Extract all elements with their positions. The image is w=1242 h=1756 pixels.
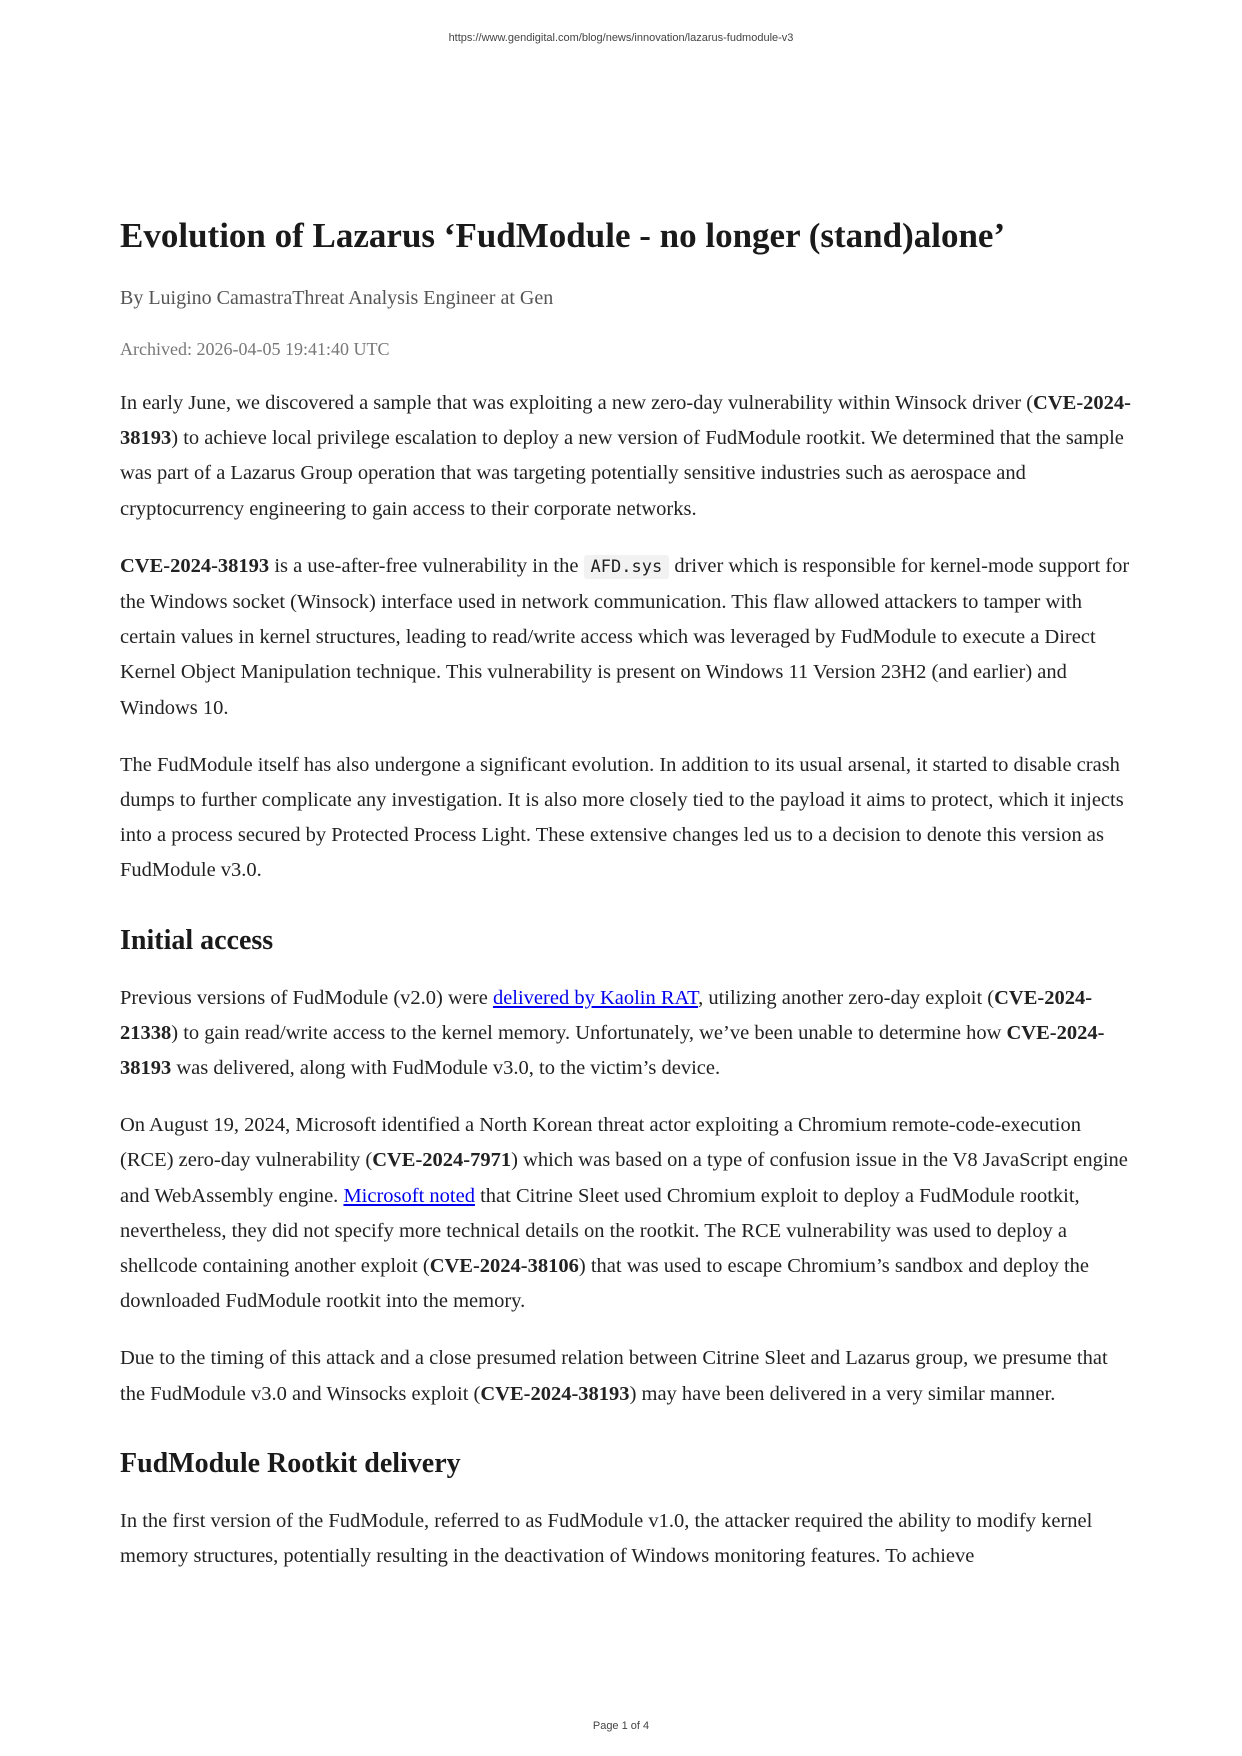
text: ) may have been delivered in a very similar manner. xyxy=(629,1382,1056,1405)
cve-id: CVE-2024-21338 xyxy=(120,986,1093,1044)
cve-id: CVE-2024-38106 xyxy=(429,1255,579,1278)
cve-id: CVE-2024-38193 xyxy=(480,1382,630,1405)
text: driver which is responsible for kernel-mode support for the Windows socket (Winsock) interface used in network communication. This flaw allowed attackers to tamper with certain values in kernel structures, leading to read/write access which was leveraged by FudModule to execute a Direct Kernel Object Manipulation technique. This vulnerability is present on Windows 11 Version 23H2 (and earlier) and Windows 10. xyxy=(120,554,1130,719)
page-number: Page 1 of 4 xyxy=(592,1720,650,1732)
kaolin-rat-link[interactable]: delivered by Kaolin RAT xyxy=(492,986,699,1009)
paragraph xyxy=(120,981,1136,1087)
page-url: https://www.gendigital.com/blog/news/innovation/lazarus-fudmodule-v3 xyxy=(448,32,794,44)
text: ) to achieve local privilege escalation to deploy a new version of FudModule rootkit. We determined that the sample was part of a Lazarus Group operation that was targeting potentially sensitive industries such as aerospace and cryptocurrency engineering to gain access to their corporate networks. xyxy=(120,427,1124,520)
section-heading: FudModule Rootkit delivery xyxy=(120,1447,461,1479)
microsoft-noted-link[interactable]: Microsoft noted xyxy=(343,1184,475,1207)
byline: By Luigino CamastraThreat Analysis Engineer at Gen xyxy=(120,287,554,309)
cve-id: CVE-2024-7971 xyxy=(372,1149,512,1172)
cve-id: CVE-2024-38193 xyxy=(120,392,1131,450)
paragraph: The FudModule itself has also undergone a significant evolution. In addition to its usual arsenal, it started to disable crash dumps to further complicate any investigation. It is also more closely tied to the payload it aims to protect, which it injects into a process secured by Protected Process Light. These extensive changes led us to a decision to denote this version as FudModule v3.0. xyxy=(120,753,1124,882)
archived-date: Archived: 2026-04-05 19:41:40 UTC xyxy=(120,339,390,359)
article-title: Evolution of Lazarus ‘FudModule - no longer (stand)alone’ xyxy=(120,216,1006,255)
text: that Citrine Sleet used Chromium exploit to deploy a FudModule rootkit, nevertheless, they did not specify more technical details on the rootkit. The RCE vulnerability was used to deploy a shellcode containing another exploit ( xyxy=(120,1184,1080,1278)
text: On August 19, 2024, Microsoft identified a North Korean threat actor exploiting a Chromium remote-code-execution (RCE) zero-day vulnerability ( xyxy=(120,1114,1081,1172)
paragraph: In the first version of the FudModule, referred to as FudModule v1.0, the attacker required the ability to modify kernel memory structures, potentially resulting in the deactivation of Windows monitoring features. To achieve xyxy=(120,1509,1093,1568)
inline-code: AFD.sys xyxy=(584,555,670,579)
cve-id: CVE-2024-38193 xyxy=(120,554,270,577)
paragraph xyxy=(120,1341,1136,1411)
cve-id: CVE-2024-38193 xyxy=(120,1021,1105,1080)
section-heading: Initial access xyxy=(120,924,274,956)
text: was delivered, along with FudModule v3.0, to the victim’s device. xyxy=(171,1057,721,1080)
text: Previous versions of FudModule (v2.0) were xyxy=(120,986,493,1009)
paragraph xyxy=(120,1108,1136,1319)
text: In early June, we discovered a sample that was exploiting a new zero-day vulnerability within Winsock driver ( xyxy=(120,392,1034,414)
text: ) to gain read/write access to the kernel memory. Unfortunately, we’ve been unable to determine how xyxy=(171,1021,1007,1044)
text: , utilizing another zero-day exploit ( xyxy=(698,986,995,1009)
text: ) that was used to escape Chromium’s sandbox and deploy the downloaded FudModule rootkit into the memory. xyxy=(120,1255,1089,1313)
article xyxy=(120,214,1136,1596)
paragraph xyxy=(120,386,1136,527)
text: Due to the timing of this attack and a close presumed relation between Citrine Sleet and Lazarus group, we presume that the FudModule v3.0 and Winsocks exploit ( xyxy=(120,1347,1108,1405)
text: is a use-after-free vulnerability in the xyxy=(269,554,584,577)
text: ) which was based on a type of confusion issue in the V8 JavaScript engine and WebAssembly engine. xyxy=(120,1149,1128,1207)
paragraph xyxy=(120,549,1136,726)
